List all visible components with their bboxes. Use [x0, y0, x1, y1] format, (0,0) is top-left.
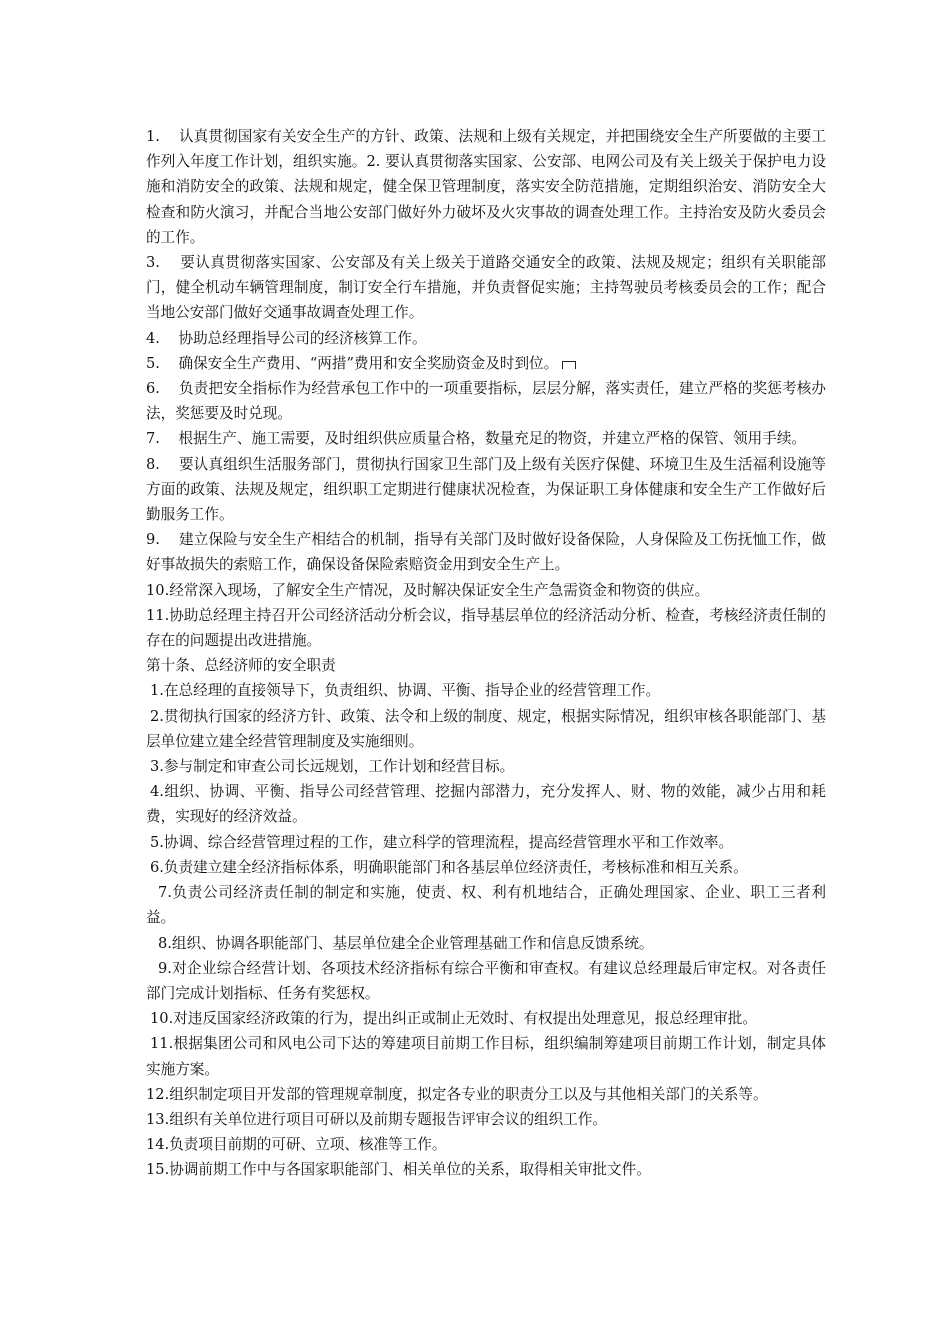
- paragraph-7: 7. 根据生产、施工需要，及时组织供应质量合格，数量充足的物资，并建立严格的保管、领用手续。: [146, 430, 807, 448]
- paragraph-3: 3. 要认真贯彻落实国家、公安部及有关上级关于道路交通安全的政策、法规及规定；组织有关职能部门，健全机动车辆管理制度，制订安全行车措施，并负责督促实施；主持驾驶员考核委员会的工作；配合当地公安部门做好交通事故调查处理工作。: [146, 254, 826, 322]
- duty-item-13: 13.组织有关单位进行项目可研以及前期专题报告评审会议的组织工作。: [146, 1110, 608, 1128]
- paragraph-9: 9. 建立保险与安全生产相结合的机制，指导有关部门及时做好设备保险，人身保险及工伤抚恤工作，做好事故损失的索赔工作，确保设备保险索赔资金用到安全生产上。: [146, 531, 826, 574]
- duty-item-1: 1.在总经理的直接领导下，负责组织、协调、平衡、指导企业的经营管理工作。: [150, 682, 661, 700]
- duty-item-3: 3.参与制定和审查公司长远规划，工作计划和经营目标。: [150, 758, 515, 776]
- duty-item-14: 14.负责项目前期的可研、立项、核准等工作。: [146, 1136, 447, 1154]
- paragraph-11: 11.协助总经理主持召开公司经济活动分析会议，指导基层单位的经济活动分析、检查，考核经济责任制的存在的问题提出改进措施。: [146, 606, 826, 650]
- duty-item-7: 7.负责公司经济责任制的制定和实施，使责、权、利有机地结合，正确处理国家、企业、职工三者利益。: [146, 884, 826, 927]
- paragraph-5-text: 5. 确保安全生产费用、“两措”费用和安全奖励资金及时到位。: [146, 354, 559, 372]
- duty-item-6: 6.负责建立建全经济指标体系，明确职能部门和各基层单位经济责任，考核标准和相互关系。: [150, 858, 748, 876]
- duty-item-11: 11.根据集团公司和风电公司下达的筹建项目前期工作目标，组织编制筹建项目前期工作计划，制定具体实施方案。: [146, 1035, 826, 1078]
- paragraph-5: [146, 351, 826, 376]
- duty-item-12: 12.组织制定项目开发部的管理规章制度，拟定各专业的职责分工以及与其他相关部门的关系等。: [146, 1085, 768, 1103]
- duty-item-8: 8.组织、协调各职能部门、基层单位建全企业管理基础工作和信息反馈系统。: [158, 934, 654, 952]
- section-heading: 第十条、总经济师的安全职责: [146, 657, 336, 675]
- paragraph-1-2: 1. 认真贯彻国家有关安全生产的方针、政策、法规和上级有关规定，并把围绕安全生产所要做的主要工作列入年度工作计划，组织实施。2. 要认真贯彻落实国家、公安部、电网公司及有关上级关于保护电力设施和消防安全的政策、法规和规定，健全保卫管理制度，落实安全防范措施，定期组织治安、消防安全大检查和防火演习，并配合当地公安部门做好外力破坏及火灾事故的调查处理工作。主持治安及防火委员会的工作。: [146, 128, 826, 246]
- paragraph-6: 6. 负责把安全指标作为经营承包工作中的一项重要指标，层层分解，落实责任，建立严格的奖惩考核办法，奖惩要及时兑现。: [146, 380, 826, 423]
- bracket-mark-icon: [562, 361, 576, 369]
- duty-item-10: 10.对违反国家经济政策的行为，提出纠正或制止无效时、有权提出处理意见，报总经理审批。: [150, 1010, 757, 1028]
- document-body: [146, 124, 826, 1183]
- paragraph-10: 10.经常深入现场，了解安全生产情况，及时解决保证安全生产急需资金和物资的供应。: [146, 581, 710, 599]
- duty-item-9: 9.对企业综合经营计划、各项技术经济指标有综合平衡和审查权。有建议总经理最后审定权。对各责任部门完成计划指标、任务有奖惩权。: [146, 959, 826, 1002]
- paragraph-4: 4. 协助总经理指导公司的经济核算工作。: [146, 329, 427, 347]
- duty-item-4: 4.组织、协调、平衡、指导公司经营管理、挖掘内部潜力，充分发挥人、财、物的效能，减少占用和耗费，实现好的经济效益。: [146, 783, 826, 826]
- paragraph-8: 8. 要认真组织生活服务部门，贯彻执行国家卫生部门及上级有关医疗保健、环境卫生及生活福利设施等方面的政策、法规及规定，组织职工定期进行健康状况检查，为保证职工身体健康和安全生产工作做好后勤服务工作。: [146, 455, 826, 524]
- duty-item-2: 2.贯彻执行国家的经济方针、政策、法令和上级的制度、规定，根据实际情况，组织审核各职能部门、基层单位建立建全经营管理制度及实施细则。: [146, 707, 826, 750]
- duty-item-5: 5.协调、综合经营管理过程的工作，建立科学的管理流程，提高经营管理水平和工作效率。: [150, 833, 734, 851]
- duty-item-15: 15.协调前期工作中与各国家职能部门、相关单位的关系，取得相关审批文件。: [146, 1161, 651, 1179]
